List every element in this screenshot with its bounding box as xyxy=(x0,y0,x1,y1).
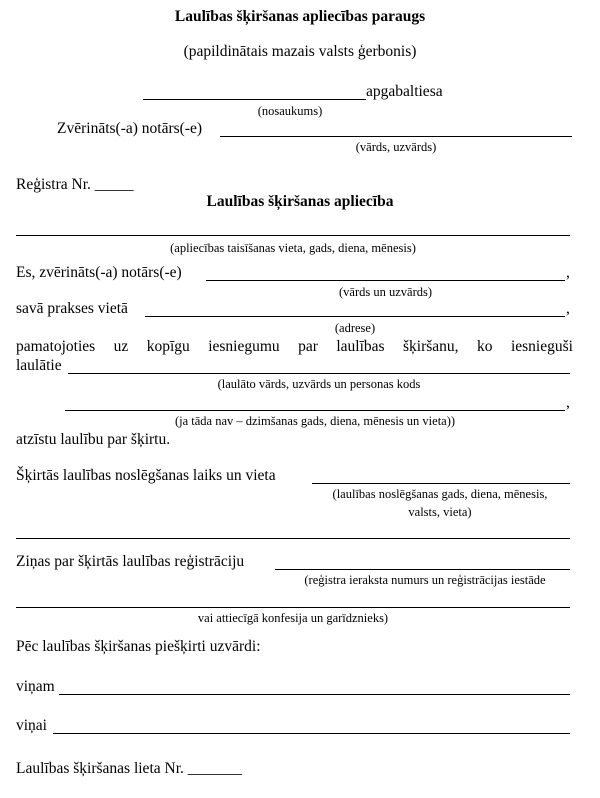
his-surname-line[interactable] xyxy=(59,694,570,695)
practice-label: savā prakses vietā xyxy=(16,300,128,317)
basis-word: pamatojoties xyxy=(16,338,96,355)
practice-address-line[interactable] xyxy=(145,316,565,317)
spouses-label: laulātie xyxy=(16,357,62,374)
his-surname-label: viņam xyxy=(16,678,55,695)
practice-address-hint: (adrese) xyxy=(334,321,376,335)
marriage-line[interactable] xyxy=(312,483,570,484)
court-name-hint: (nosaukums) xyxy=(257,104,323,118)
comma: , xyxy=(566,264,570,281)
marriage-line-2[interactable] xyxy=(16,538,570,539)
birth-data-hint: (ja tāda nav – dzimšanas gads, diena, mēnesis un vieta)) xyxy=(174,414,456,428)
registration-hint: (reģistra ieraksta numurs un reģistrācijas iestāde xyxy=(304,573,546,587)
conclusion: atzīstu laulību par šķirtu. xyxy=(16,431,171,448)
registry-number: Reģistra Nr. _____ xyxy=(16,176,134,193)
registration-label: Ziņas par šķirtās laulības reģistrāciju xyxy=(16,553,245,570)
basis-word: laulības xyxy=(336,338,385,355)
registration-hint: vai attiecīgā konfesija un garīdznieks) xyxy=(197,611,389,625)
basis-word: uz xyxy=(113,338,129,355)
coat-of-arms-note: (papildinātais mazais valsts ģerbonis) xyxy=(183,43,417,60)
spouses-hint: (laulāto vārds, uzvārds un personas kods xyxy=(217,377,421,391)
statement-notary-label: Es, zvērināts(-a) notārs(-e) xyxy=(16,264,182,281)
comma: , xyxy=(566,394,570,411)
comma: , xyxy=(566,300,570,317)
registration-line[interactable] xyxy=(275,569,570,570)
registration-line-2[interactable] xyxy=(16,607,570,608)
basis-word: ko xyxy=(477,338,493,355)
place-date-line[interactable] xyxy=(16,235,570,236)
marriage-hint: valsts, vieta) xyxy=(408,505,472,519)
basis-word: par xyxy=(298,338,318,355)
basis-word: kopīgu xyxy=(146,338,190,355)
basis-word: iesnieguši xyxy=(510,338,573,355)
notary-label: Zvērināts(-a) notārs(-e) xyxy=(57,120,203,137)
certificate-title: Laulības šķiršanas apliecība xyxy=(206,193,394,210)
place-date-hint: (apliecības taisīšanas vieta, gads, diena, mēnesis) xyxy=(170,241,416,255)
notary-name-hint: (vārds, uzvārds) xyxy=(355,140,437,154)
notary-name-line[interactable] xyxy=(220,136,572,137)
court-name-line[interactable] xyxy=(143,99,366,100)
marriage-hint: (laulības noslēgšanas gads, diena, mēnesis, xyxy=(332,487,548,501)
hers-surname-label: viņai xyxy=(16,717,47,734)
statement-notary-hint: (vārds un uzvārds) xyxy=(338,285,433,299)
spouses-line[interactable] xyxy=(68,373,570,374)
form-title: Laulības šķiršanas apliecības paraugs xyxy=(174,8,426,25)
marriage-label: Šķirtās laulības noslēgšanas laiks un vieta xyxy=(16,467,276,484)
hers-surname-line[interactable] xyxy=(53,733,570,734)
court-suffix: apgabaltiesa xyxy=(366,83,443,100)
basis-sentence xyxy=(16,338,573,356)
basis-word: šķiršanu, xyxy=(403,338,459,355)
case-number: Laulības šķiršanas lieta Nr. _______ xyxy=(16,760,242,777)
birth-data-line[interactable] xyxy=(65,410,565,411)
surnames-heading: Pēc laulības šķiršanas piešķirti uzvārdi: xyxy=(16,638,261,655)
basis-word: iesniegumu xyxy=(208,338,280,355)
statement-notary-line[interactable] xyxy=(206,280,565,281)
